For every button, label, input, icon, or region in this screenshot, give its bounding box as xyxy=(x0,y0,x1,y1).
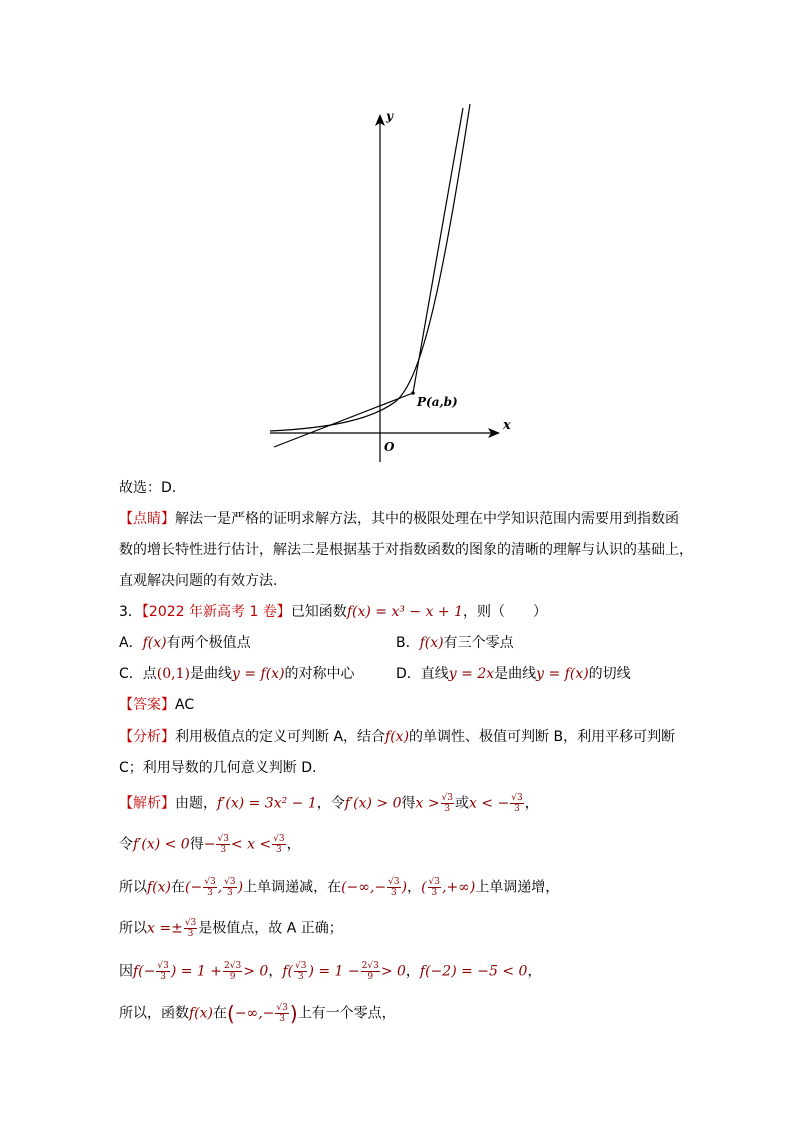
dianjing-text-1: 解法一是严格的证明求解方法，其中的极限处理在中学知识范围内需要用到指数函 xyxy=(175,511,679,527)
dianjing-tag: 【点睛】 xyxy=(119,511,175,527)
solution-line-3 xyxy=(119,877,559,898)
sol-l2-m3: < x < xyxy=(230,836,272,853)
option-c-text-1: 是曲线 xyxy=(189,666,232,682)
sol-l1-d: 或 xyxy=(455,795,470,812)
point-p xyxy=(411,391,415,395)
sol-l1-m4: x < − xyxy=(469,795,510,812)
comma: ， xyxy=(286,836,301,853)
analysis-text-1b: 的单调性、极值可判断 B，利用平移可判断 xyxy=(409,729,676,745)
frac-sqrt3-over-3: $\frac{√3}{3}$ xyxy=(157,961,169,982)
comma: ， xyxy=(405,963,420,980)
frac-sqrt3-over-3: $\frac{√3}{3}$ xyxy=(276,1003,288,1024)
sol-l3-d: 上单调递增， xyxy=(475,879,560,896)
option-d-text-2: 的切线 xyxy=(588,666,631,682)
analysis-text-1a: 利用极值点的定义可判断 A，结合 xyxy=(175,729,386,745)
frac-sqrt3-over-3: $\frac{√3}{3}$ xyxy=(511,793,523,814)
frac-2sqrt3-over-9: $\frac{2√3}{9}$ xyxy=(361,961,379,982)
sol-l1-m3: x > xyxy=(415,795,440,812)
answer-value: AC xyxy=(175,697,195,713)
option-a-prefix: A． xyxy=(119,635,143,651)
sol-l4-a: 所以 xyxy=(119,920,147,937)
tangent-line-lower xyxy=(274,393,413,447)
math-comma: , xyxy=(442,879,447,896)
option-a-math: f(x) xyxy=(142,635,167,651)
option-d-math-1: y = 2x xyxy=(448,666,495,682)
sol-l3-m2a: (− xyxy=(185,879,203,896)
option-d xyxy=(396,664,631,684)
solution-line-4 xyxy=(119,918,343,939)
dianjing-line-3: 直观解决问题的有效方法. xyxy=(119,573,278,589)
comma: ， xyxy=(524,795,539,812)
paren-close: ) xyxy=(237,879,244,896)
question-source: 【2022 年新高考 1 卷】 xyxy=(141,604,291,620)
sol-l5-a: 因 xyxy=(119,963,133,980)
sol-l3-b: 在 xyxy=(171,879,186,896)
big-paren-open: ( xyxy=(227,1001,235,1026)
answer-line: 故选：D. xyxy=(119,480,177,496)
y-axis-label: y xyxy=(386,109,393,123)
sol-l2-a: 令 xyxy=(119,836,133,853)
option-c-math-1: (0,1) xyxy=(156,666,190,682)
option-c-text-2: 的对称中心 xyxy=(284,666,355,682)
frac-sqrt3-over-3: $\frac{√3}{3}$ xyxy=(441,793,454,814)
option-c-prefix: C．点 xyxy=(119,666,157,682)
tangent-line-upper xyxy=(413,108,463,393)
option-b-math: f(x) xyxy=(419,635,444,651)
sol-l1-m2: f′(x) > 0 xyxy=(344,795,402,812)
analysis-line-2: C；利用导数的几何意义判断 D. xyxy=(119,760,317,776)
sol-l5-m7: f(−2) = −5 < 0 xyxy=(419,963,528,980)
solution-line-6 xyxy=(119,1003,396,1024)
answer xyxy=(119,695,194,715)
sol-l4-b: 是极值点，故 A 正确； xyxy=(198,920,343,937)
question-formula: f(x) = x³ − x + 1 xyxy=(346,604,464,620)
option-a xyxy=(119,633,251,653)
sol-l5-m3: > 0 xyxy=(243,963,269,980)
option-b-prefix: B． xyxy=(396,635,420,651)
sol-l3-a: 所以 xyxy=(119,879,147,896)
answer-tag: 【答案】 xyxy=(119,697,175,713)
question-stem-a: 已知函数 xyxy=(290,604,347,620)
option-a-text: 有两个极值点 xyxy=(166,635,251,651)
sol-l5-m6: > 0 xyxy=(380,963,406,980)
sol-l2-m1: f′(x) < 0 xyxy=(133,836,190,853)
sol-l2-b: 得 xyxy=(189,836,204,853)
option-b xyxy=(396,633,514,653)
analysis-tag: 【分析】 xyxy=(119,729,175,745)
option-d-text-1: 是曲线 xyxy=(494,666,537,682)
function-graph xyxy=(0,0,794,470)
comma: ， xyxy=(407,879,422,896)
frac-sqrt3-over-3: $\frac{√3}{3}$ xyxy=(428,877,440,898)
option-c-math-2: y = f(x) xyxy=(231,666,285,682)
sol-l6-m2: −∞,− xyxy=(234,1005,275,1022)
question-stem xyxy=(119,602,547,622)
dianjing-line-2: 数的增长特性进行估计，解法二是根据基于对指数函数的图象的清晰的理解与认识的基础上， xyxy=(119,542,693,558)
sol-l5-m4: f( xyxy=(282,963,293,980)
solution-line-5 xyxy=(119,961,541,982)
math-comma: , xyxy=(217,879,223,896)
x-axis-label: x xyxy=(503,418,511,433)
sol-l6-m1: f(x) xyxy=(189,1005,214,1022)
frac-sqrt3-over-3: $\frac{√3}{3}$ xyxy=(217,834,229,855)
sol-l6-a: 所以，函数 xyxy=(119,1005,189,1022)
big-paren-close: ) xyxy=(289,1001,298,1026)
option-b-text: 有三个零点 xyxy=(443,635,514,651)
sol-l3-c: 上单调递减，在 xyxy=(243,879,342,896)
analysis-line-1 xyxy=(119,727,675,747)
sol-l5-m2: ) = 1 + xyxy=(170,963,223,980)
comma: ， xyxy=(527,963,542,980)
sol-l5-m1: f(− xyxy=(133,963,156,980)
solution-line-1 xyxy=(119,793,539,814)
frac-sqrt3-over-3: $\frac{√3}{3}$ xyxy=(388,877,400,898)
point-label: P(a,b) xyxy=(417,395,458,409)
question-stem-b: ，则（ ） xyxy=(463,604,548,620)
sol-l3-m1: f(x) xyxy=(147,879,172,896)
sol-l1-a: 由题， xyxy=(175,795,217,812)
comma: ， xyxy=(268,963,283,980)
frac-sqrt3-over-3: $\frac{√3}{3}$ xyxy=(224,877,236,898)
frac-sqrt3-over-3: $\frac{√3}{3}$ xyxy=(294,961,307,982)
frac-sqrt3-over-3: $\frac{√3}{3}$ xyxy=(184,918,197,939)
paren-open: ( xyxy=(421,879,427,896)
solution-line-2 xyxy=(119,834,301,855)
analysis-math: f(x) xyxy=(385,729,410,745)
exponential-curve xyxy=(270,104,470,431)
sol-l5-m5: ) = 1 − xyxy=(308,963,360,980)
sol-l2-m2: − xyxy=(203,836,216,853)
dianjing-line-1 xyxy=(119,509,679,529)
question-number: 3． xyxy=(119,604,142,620)
option-d-prefix: D．直线 xyxy=(396,666,449,682)
sol-l3-m3: (−∞,− xyxy=(341,879,387,896)
frac-sqrt3-over-3: $\frac{√3}{3}$ xyxy=(204,877,216,898)
origin-label: O xyxy=(384,440,395,454)
sol-l6-c: 上有一个零点， xyxy=(297,1005,396,1022)
sol-l1-b: ，令 xyxy=(316,795,345,812)
sol-l1-c: 得 xyxy=(401,795,416,812)
frac-2sqrt3-over-9: $\frac{2√3}{9}$ xyxy=(224,961,242,982)
option-c xyxy=(119,664,355,684)
sol-l3-m4: +∞) xyxy=(446,879,476,896)
paren-close: ) xyxy=(401,879,408,896)
sol-l6-b: 在 xyxy=(213,1005,228,1022)
frac-sqrt3-over-3: $\frac{√3}{3}$ xyxy=(273,834,285,855)
sol-l1-m1: f′(x) = 3x² − 1 xyxy=(217,795,317,812)
sol-l4-m1: x =± xyxy=(147,920,183,937)
option-d-math-2: y = f(x) xyxy=(536,666,589,682)
solution-tag: 【解析】 xyxy=(119,795,175,812)
